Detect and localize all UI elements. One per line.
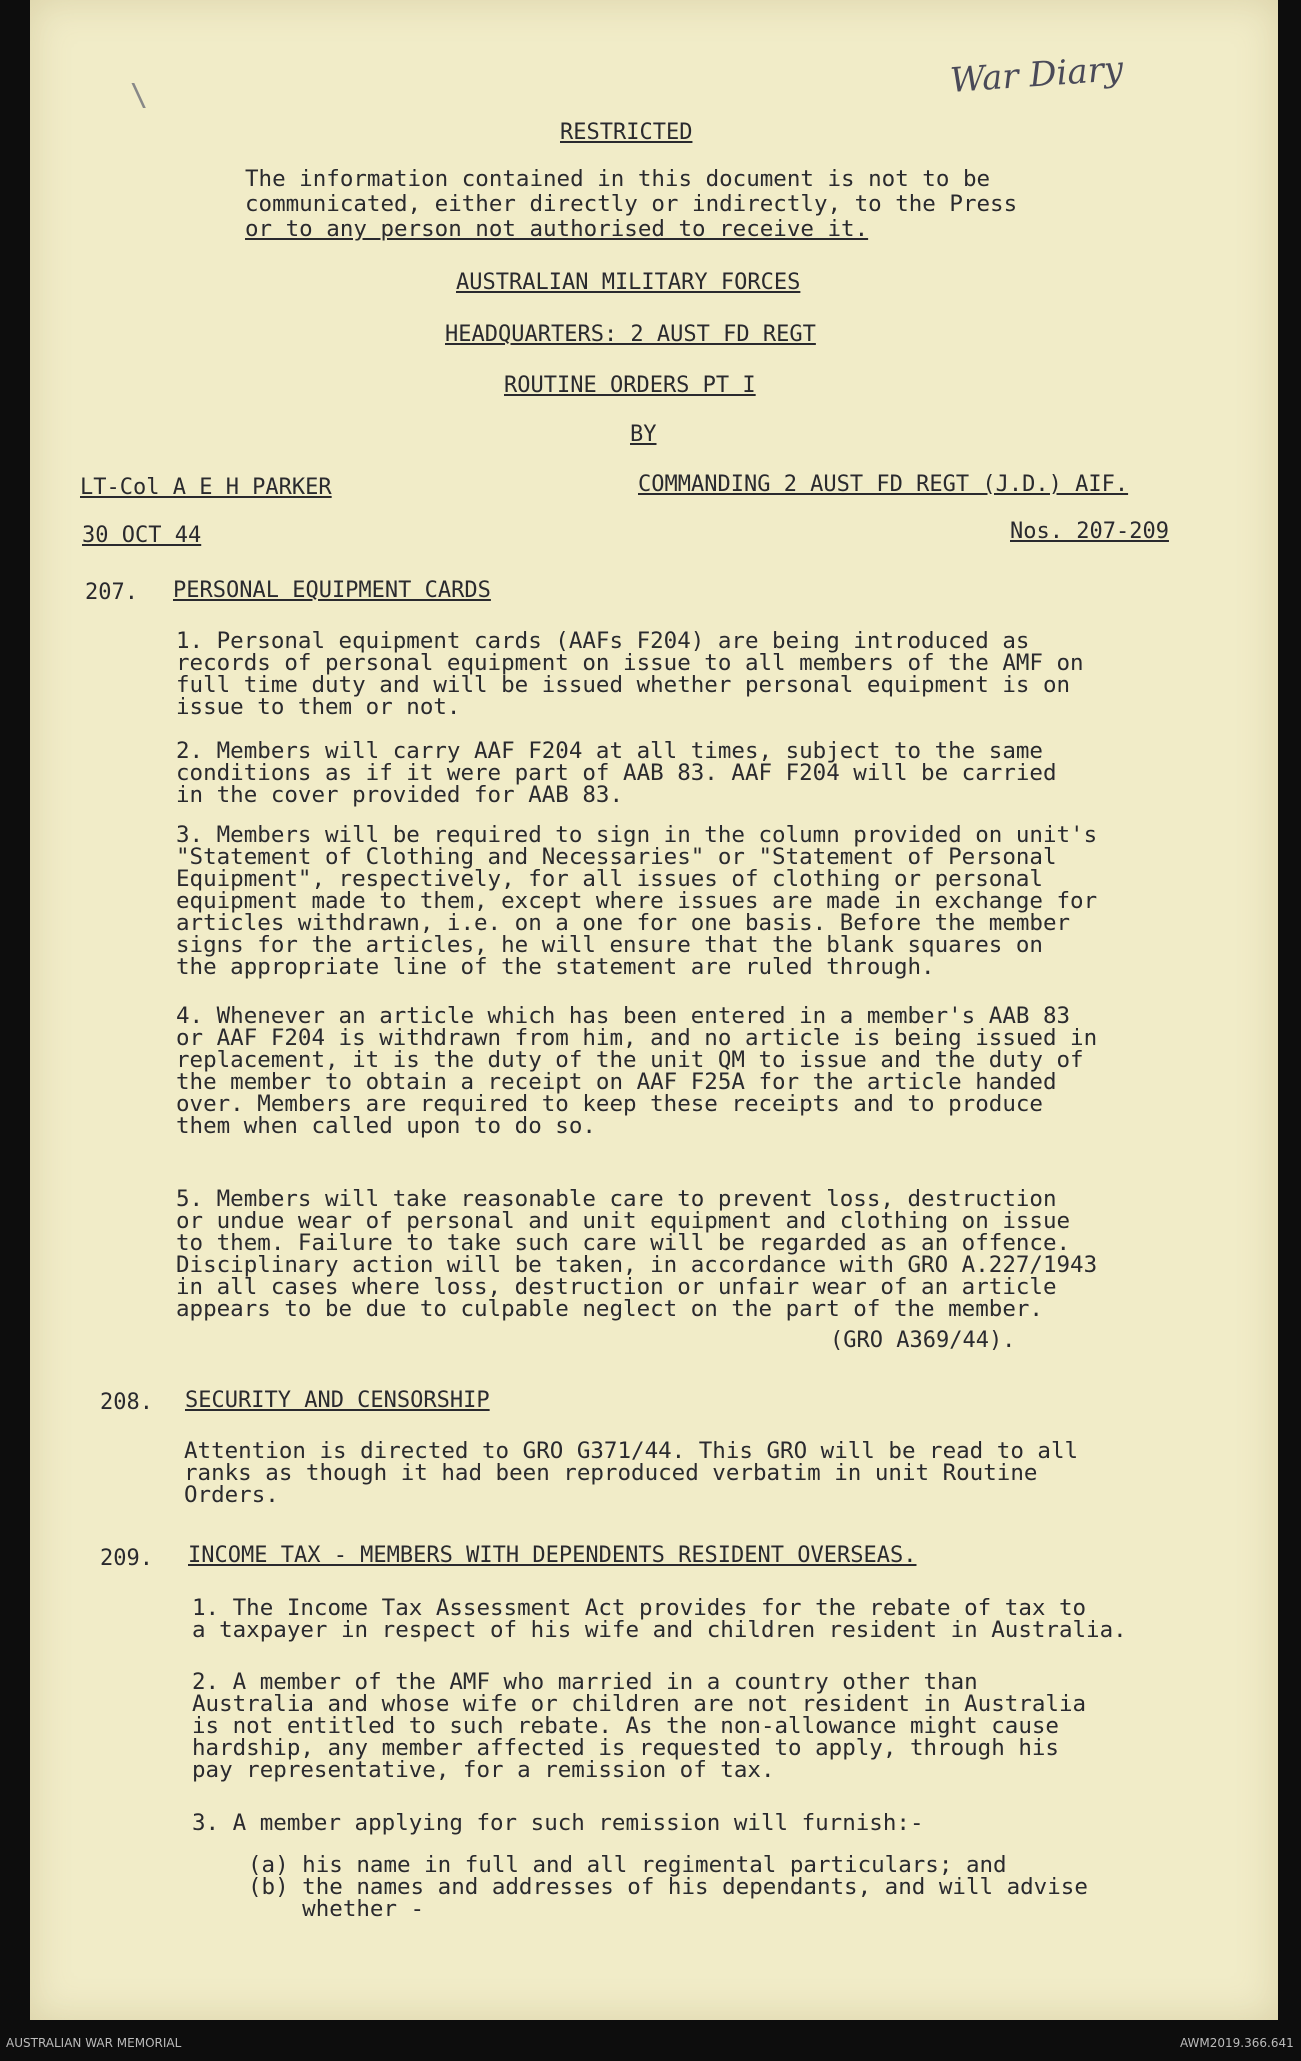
notice-line: communicated, either directly or indirectly, to the Press [245,191,1018,217]
order-date: 30 OCT 44 [82,523,202,548]
command-title: COMMANDING 2 AUST FD REGT (J.D.) AIF. [638,472,1129,497]
footer-accession: AWM2019.366.641 [1180,2036,1294,2050]
text-line: articles withdrawn, i.e. on a one for one basis. Before the member [176,910,1071,936]
text-line: in the cover provided for AAB 83. [176,782,624,808]
text-line: the appropriate line of the statement are ruled through. [176,954,935,980]
text-line: in all cases where loss, destruction or unfair wear of an article [176,1274,1057,1300]
text-line: equipment made to them, except where issues are made in exchange for [176,888,1098,914]
text-line: records of personal equipment on issue to all members of the AMF on [176,650,1084,676]
section-number: 209. [100,1546,153,1571]
section-title: PERSONAL EQUIPMENT CARDS [173,578,491,603]
order-numbers: Nos. 207-209 [1010,519,1169,544]
list-item: whether - [248,1896,425,1922]
text-line: over. Members are required to keep these receipts and to produce [176,1091,1043,1117]
officer-name: LT-Col A E H PARKER [80,475,332,500]
text-line: appears to be due to culpable neglect on the part of the member. [176,1296,1043,1322]
text-line: replacement, it is the duty of the unit QM to issue and the duty of [176,1047,1084,1073]
notice-line: or to any person not authorised to receive it. [245,216,869,242]
section-number: 207. [85,580,138,605]
section-number: 208. [100,1390,153,1415]
section-title: INCOME TAX - MEMBERS WITH DEPENDENTS RESIDENT OVERSEAS. [188,1543,917,1568]
text-line: a taxpayer in respect of his wife and children resident in Australia. [192,1617,1127,1643]
text-line: issue to them or not. [176,694,461,720]
text-line: 5. Members will take reasonable care to prevent loss, destruction [176,1186,1057,1212]
text-line: Disciplinary action will be taken, in accordance with GRO A.227/1943 [176,1252,1098,1278]
notice-line: The information contained in this document is not to be [245,166,991,192]
text-line: 3. Members will be required to sign in the column provided on unit's [176,822,1098,848]
text-line: "Statement of Clothing and Necessaries" or "Statement of Personal [176,844,1057,870]
text-line: to them. Failure to take such care will be regarded as an offence. [176,1230,1071,1256]
text-line: conditions as if it were part of AAB 83. AAF F204 will be carried [176,760,1057,786]
pencil-mark: \ [130,78,149,113]
list-item: (b) the names and addresses of his dependants, and will advise [248,1874,1088,1900]
gro-reference: (GRO A369/44). [830,1328,1016,1353]
list-item: (a) his name in full and all regimental particulars; and [248,1852,1007,1878]
text-line: Attention is directed to GRO G371/44. This GRO will be read to all [184,1438,1079,1464]
orders-heading: ROUTINE ORDERS PT I [504,373,756,398]
text-line: or AAF F204 is withdrawn from him, and no article is being issued in [176,1025,1098,1051]
text-line: 2. Members will carry AAF F204 at all times, subject to the same [176,738,1043,764]
text-line: Equipment", respectively, for all issues of clothing or personal [176,866,1043,892]
text-line: 3. A member applying for such remission will furnish:- [192,1810,924,1836]
text-line: full time duty and will be issued whether personal equipment is on [176,672,1071,698]
text-line: pay representative, for a remission of tax. [192,1757,775,1783]
footer-bar [0,2020,1301,2061]
text-line: them when called upon to do so. [176,1113,596,1139]
force-heading: AUSTRALIAN MILITARY FORCES [456,270,801,295]
text-line: ranks as though it had been reproduced verbatim in unit Routine [184,1460,1038,1486]
text-line: hardship, any member affected is requested to apply, through his [192,1735,1059,1761]
hq-heading: HEADQUARTERS: 2 AUST FD REGT [445,322,816,347]
text-line: Orders. [184,1482,279,1508]
section-title: SECURITY AND CENSORSHIP [185,1388,490,1413]
text-line: or undue wear of personal and unit equipment and clothing on issue [176,1208,1071,1234]
by-heading: BY [630,422,657,447]
text-line: the member to obtain a receipt on AAF F25A for the article handed [176,1069,1057,1095]
restricted-label: RESTRICTED [560,120,693,145]
text-line: 4. Whenever an article which has been entered in a member's AAB 83 [176,1003,1071,1029]
text-line: 1. The Income Tax Assessment Act provides for the rebate of tax to [192,1595,1087,1621]
text-line: is not entitled to such rebate. As the non-allowance might cause [192,1713,1059,1739]
document-page [30,0,1278,2020]
text-line: Australia and whose wife or children are not resident in Australia [192,1691,1087,1717]
footer-credit: AUSTRALIAN WAR MEMORIAL [6,2036,182,2050]
handwritten-annotation: War Diary [948,49,1125,101]
text-line: 2. A member of the AMF who married in a country other than [192,1669,978,1695]
text-line: 1. Personal equipment cards (AAFs F204) are being introduced as [176,628,1030,654]
text-line: signs for the articles, he will ensure that the blank squares on [176,932,1043,958]
